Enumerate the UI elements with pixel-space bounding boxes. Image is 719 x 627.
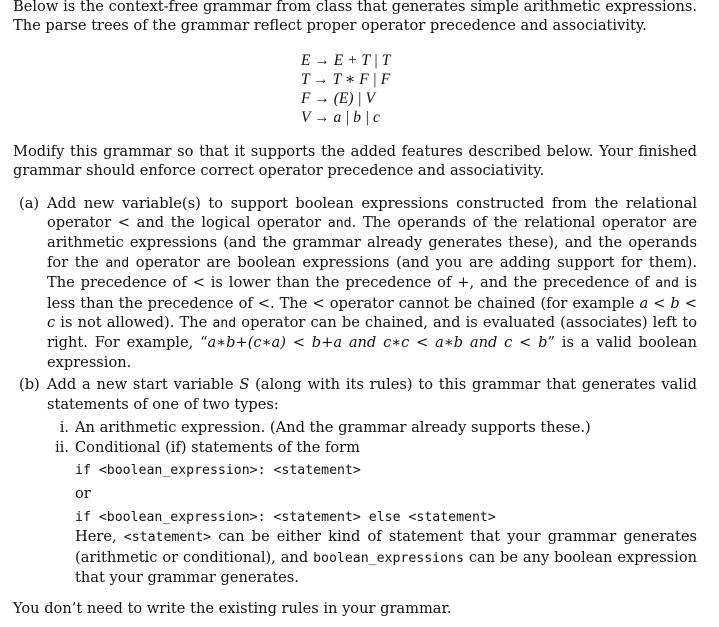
part-b-text: Add a new start variable S (along with its rules) to this grammar that generates valid statements of one of two types: — [47, 376, 697, 413]
code-if-statement: if <boolean_expression>: <statement> — [75, 462, 361, 478]
sub-item-ii-label: ii. — [55, 438, 69, 456]
intro-paragraph: Below is the context-free grammar from class that generates simple arithmetic expressions. The parse trees of the grammar reflect proper operator precedence and associativity. — [13, 0, 697, 35]
assignment-page — [13, 0, 697, 619]
sub-item-ii — [47, 438, 697, 588]
sub-item-ii-text: Conditional (if) statements of the form — [75, 438, 360, 456]
sub-item-ii-explanation: Here, <statement> can be either kind of statement that your grammar generates (arithmetic or conditional), and boolean_expressions can be any boolean expression that your grammar generates. — [75, 528, 698, 586]
grammar-rules — [301, 51, 697, 127]
part-a — [13, 194, 697, 373]
part-a-label: (a) — [19, 194, 40, 212]
grammar-rule-e: E → E + T | T — [301, 51, 391, 69]
start-variable: S — [239, 376, 250, 394]
part-a-text: Add new variable(s) to support boolean expressions constructed from the relational operator < and the logical operator and. The operands of the relational operator are arithmetic expressions (and the grammar already generates these), and the operands for the and operator are boolean expressions (and you are adding support for them). The precedence of < is lower than the precedence of +, and the precedence of and is less than the precedence of <. The < operator cannot be chained (for example a < b < c is not allowed). The and operator can be chained, and is evaluated (associates) left to right. For example, “a∗b+(c∗a) < b+a and c∗c < a∗b and c < b” is a valid boolean expression. — [47, 194, 698, 371]
task-parts — [13, 194, 697, 588]
closing-note: You don’t need to write the existing rules in your grammar. — [13, 600, 452, 618]
sub-item-i — [47, 418, 697, 437]
grammar-rule-v: V → a | b | c — [301, 108, 380, 126]
part-b-subitems — [47, 418, 697, 587]
code-if-else-statement: if <boolean_expression>: <statement> else <statement> — [75, 509, 496, 525]
part-b — [13, 375, 697, 587]
sub-item-i-text: An arithmetic expression. (And the grammar already supports these.) — [75, 419, 591, 437]
boolean-example: a∗b+(c∗a) < b+a and c∗c < a∗b and c < b — [207, 334, 548, 352]
chain-example: a < b < c — [47, 294, 697, 332]
grammar-rule-f: F → (E) | V — [301, 89, 375, 107]
sub-item-i-label: i. — [59, 419, 69, 437]
grammar-rule-t: T → T ∗ F | F — [301, 70, 391, 88]
part-b-label: (b) — [19, 376, 40, 394]
modify-paragraph: Modify this grammar so that it supports the added features described below. Your finished grammar should enforce correct operator precedence and associativity. — [13, 142, 697, 180]
or-text: or — [75, 485, 91, 503]
